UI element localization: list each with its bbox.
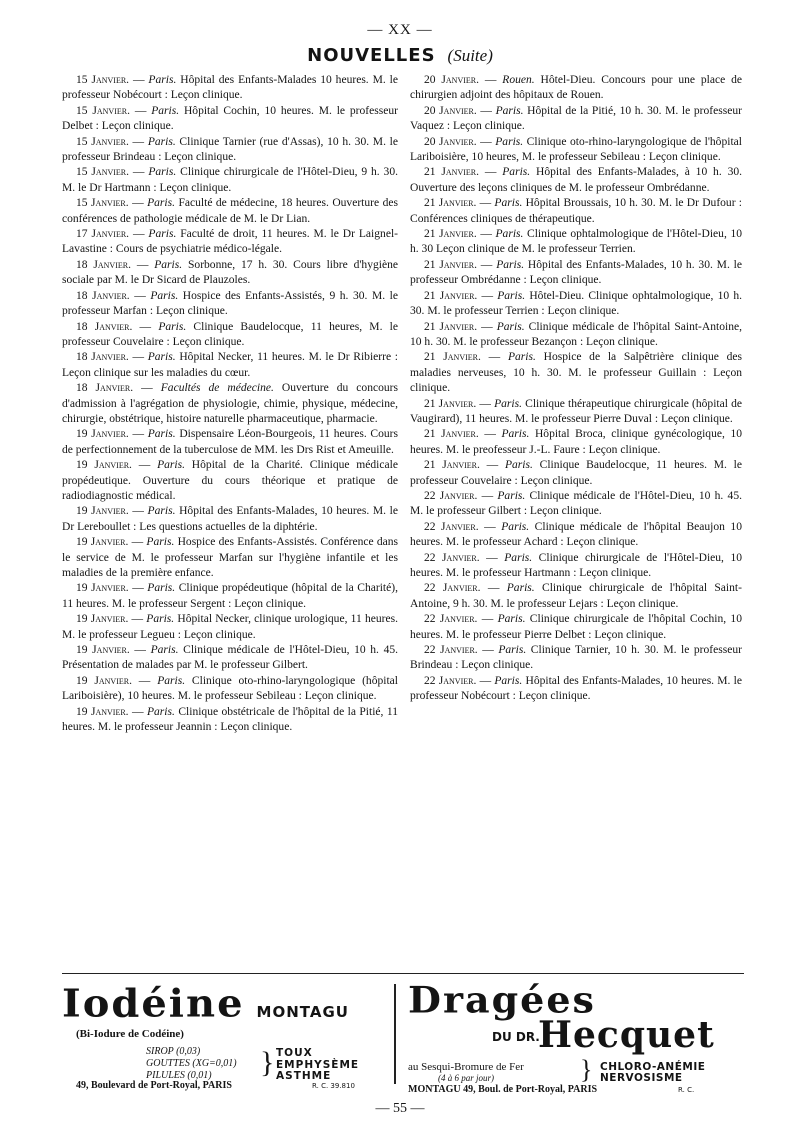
entry-date: 22 Janvier.: [424, 674, 477, 687]
entry-city: Paris.: [157, 459, 186, 472]
entry-date: 22 Janvier.: [424, 582, 481, 595]
dragees-composition: au Sesqui-Bromure de Fer: [408, 1061, 524, 1073]
dragees-indications: [600, 1062, 705, 1084]
entry-city: Paris.: [504, 459, 533, 472]
entry-city: Paris.: [147, 505, 176, 518]
entry-city: Paris.: [158, 320, 187, 333]
entry-date: 15 Janvier.: [76, 197, 129, 210]
entry-date: 21 Janvier.: [424, 397, 477, 410]
news-entry: 22 Janvier. — Paris. Clinique chirurgicale de l'Hôtel-Dieu, 10 heures. M. le professeur Hartmann : Leçon clinique.: [410, 551, 742, 579]
entry-date: 15 Janvier.: [76, 74, 130, 86]
entry-date: 20 Janvier.: [424, 74, 480, 86]
entry-date: 21 Janvier.: [424, 289, 478, 302]
entry-date: 21 Janvier.: [424, 459, 480, 472]
entry-city: Paris.: [494, 197, 523, 210]
entry-city: Paris.: [496, 258, 525, 271]
entry-city: Paris.: [494, 397, 522, 410]
news-entry: 20 Janvier. — Rouen. Hôtel-Dieu. Concours pour une place de chirurgien adjoint des hôpitaux de Rouen.: [410, 74, 742, 102]
news-entry: 19 Janvier. — Paris. Dispensaire Léon-Bourgeois, 11 heures. Cours de perfectionnement de la tuberculose de MM. les Drs Rist et Ameuille.: [62, 428, 398, 456]
news-entry: 19 Janvier. — Paris. Clinique médicale de l'Hôtel-Dieu, 10 h. 45. Présentation de malades par M. le professeur Gilbert.: [62, 644, 398, 672]
news-entry: 15 Janvier. — Paris. Clinique Tarnier (rue d'Assas), 10 h. 30. M. le professeur Brindeau : Leçon clinique.: [62, 135, 398, 164]
brace-glyph: }: [260, 1046, 275, 1079]
news-entry: 17 Janvier. — Paris. Faculté de droit, 11 heures. M. le Dr Laignel-Lavastine : Cours de psychiatrie médico-légale.: [62, 228, 398, 256]
right-column: [410, 73, 742, 705]
iodeine-registry: R. C. 39.810: [312, 1082, 355, 1090]
news-entry: 18 Janvier. — Facultés de médecine. Ouverture du concours d'admission à l'agrégation de physiologie, chimie, physique, médecine, chirurgie, obstétrique, histoire naturelle pharmaceutique, pharmacie.: [62, 382, 398, 425]
news-entry: 19 Janvier. — Paris. Hôpital Necker, clinique urologique, 11 heures. M. le professeur Legueu : Leçon clinique.: [62, 613, 398, 641]
symptom-asthme: ASTHME: [276, 1070, 332, 1082]
news-entry: 21 Janvier. — Paris. Clinique Baudelocque, 11 heures. M. le professeur Couvelaire : Leçon clinique.: [410, 459, 742, 487]
entry-text: Hôpital Broussais, 10 h. 30. M. le Dr Dufour : Conférences cliniques de thérapeutique.: [410, 197, 742, 225]
entry-date: 21 Janvier.: [424, 197, 477, 210]
news-entry: 15 Janvier. — Paris. Clinique chirurgicale de l'Hôtel-Dieu, 9 h. 30. M. le Dr Hartmann : Leçon clinique.: [62, 166, 398, 194]
entry-date: 18 Janvier.: [76, 320, 133, 333]
entry-city: Paris.: [495, 104, 524, 117]
entry-date: 19 Janvier.: [76, 674, 132, 687]
news-entry: 15 Janvier. — Paris. Faculté de médecine, 18 heures. Ouverture des conférences de pathologie médicale de M. le Dr Lian.: [62, 197, 398, 225]
entry-text: Clinique Tarnier, 10 h. 30. M. le professeur Brindeau : Leçon clinique.: [410, 644, 742, 672]
news-entry: 19 Janvier. — Paris. Hôpital de la Charité. Clinique médicale propédeutique. Ouverture du cours théorique et pratique de radiodiagnostic médical.: [62, 459, 398, 502]
entry-city: Facultés de médecine.: [160, 382, 274, 395]
entry-city: Paris.: [498, 644, 527, 657]
formula-sirop: SIROP (0,03): [146, 1046, 201, 1057]
entry-text: Clinique Baudelocque, 11 heures, M. le professeur Couvelaire : Leçon clinique.: [62, 320, 398, 348]
entry-city: Paris.: [154, 258, 183, 271]
page-number: — 55 —: [375, 1101, 425, 1116]
dragees-registry: R. C.: [678, 1086, 695, 1094]
entry-city: Paris.: [506, 582, 535, 595]
entry-city: Paris.: [146, 536, 175, 549]
entry-city: Paris.: [148, 166, 177, 179]
entry-date: 22 Janvier.: [424, 520, 479, 533]
iodeine-ad: [62, 981, 382, 1091]
news-entry: 22 Janvier. — Paris. Clinique chirurgicale de l'hôpital Saint-Antoine, 9 h. 30. M. le professeur Lejars : Leçon clinique.: [410, 582, 742, 610]
entry-text: Clinique Tarnier (rue d'Assas), 10 h. 30. M. le professeur Brindeau : Leçon clinique.: [62, 135, 398, 164]
brace-glyph-right: }: [580, 1055, 593, 1084]
news-entry: 15 Janvier. — Paris. Hôpital des Enfants-Malades 10 heures. M. le professeur Nobécourt : Leçon clinique.: [62, 74, 398, 102]
entry-city: Paris.: [146, 705, 175, 718]
entry-text: Hôpital des Enfants-Malades, 10 h. 30. M. le professeur Ombrédanne : Leçon clinique.: [410, 258, 742, 287]
entry-date: 22 Janvier.: [424, 551, 480, 564]
news-entry: 21 Janvier. — Paris. Hôtel-Dieu. Clinique ophtalmologique, 10 h. 30. M. le professeur Terrien : Leçon clinique.: [410, 289, 742, 318]
entry-date: 19 Janvier.: [76, 613, 129, 626]
entry-text: Clinique médicale de l'hôpital Beaujon 10 heures. M. le professeur Achard : Leçon clinique.: [410, 520, 742, 549]
entry-text: Hôtel-Dieu. Clinique ophtalmologique, 10 h. 30. M. le professeur Terrien : Leçon clinique.: [410, 289, 742, 318]
entry-city: Paris.: [497, 289, 526, 302]
entry-text: Hôpital de la Pitié, 10 h. 30. M. le professeur Vaquez : Leçon clinique.: [410, 104, 742, 133]
entry-city: Paris.: [501, 520, 530, 533]
entry-date: 15 Janvier.: [76, 104, 130, 117]
entry-city: Paris.: [497, 613, 526, 626]
news-entry: 21 Janvier. — Paris. Hôpital Broca, clinique gynécologique, 10 heures. M. le preofesseur J.-L. Faure : Leçon clinique.: [410, 428, 742, 456]
entry-date: 19 Janvier.: [76, 428, 129, 441]
news-entry: 21 Janvier. — Paris. Clinique ophtalmologique de l'Hôtel-Dieu, 10 h. 30 Leçon clinique de M. le professeur Terrien.: [410, 228, 742, 256]
entry-date: 19 Janvier.: [76, 644, 130, 657]
entry-city: Paris.: [147, 582, 176, 595]
entry-text: Hôpital des Enfants-Malades, à 10 h. 30. Ouverture des leçons cliniques de M. le professeur Ombrédanne.: [410, 166, 742, 194]
entry-text: Clinique médicale de l'Hôtel-Dieu, 10 h. 45. Présentation de malades par M. le professeur Gilbert.: [62, 644, 398, 672]
news-entry: 18 Janvier. — Paris. Hospice des Enfants-Assistés, 9 h. 30. M. le professeur Marfan : Leçon clinique.: [62, 289, 398, 318]
entry-text: Clinique Baudelocque, 11 heures. M. le professeur Couvelaire : Leçon clinique.: [410, 459, 742, 487]
entry-date: 19 Janvier.: [76, 705, 129, 718]
dragees-ad: [408, 978, 744, 1095]
entry-text: Clinique chirurgicale de l'hôpital Cochin, 10 heures. M. le professeur Pierre Delbet : Leçon clinique.: [410, 613, 742, 641]
entry-text: Clinique chirurgicale de l'Hôtel-Dieu, 9 h. 30. M. le Dr Hartmann : Leçon clinique.: [62, 166, 398, 194]
news-entry: 18 Janvier. — Paris. Clinique Baudelocque, 11 heures, M. le professeur Couvelaire : Leçon clinique.: [62, 320, 398, 348]
entry-city: Paris.: [494, 674, 523, 687]
entry-date: 17 Janvier.: [76, 228, 130, 241]
news-entry: 21 Janvier. — Paris. Clinique thérapeutique chirurgicale (hôpital de Vaugirard), 11 heures. M. le professeur Pierre Duval : Leçon clinique.: [410, 397, 742, 425]
entry-city: Paris.: [150, 289, 179, 302]
entry-date: 22 Janvier.: [424, 489, 478, 502]
news-entry: 21 Janvier. — Paris. Hôpital des Enfants-Malades, à 10 h. 30. Ouverture des leçons cliniques de M. le professeur Ombrédanne.: [410, 166, 742, 194]
iodeine-maker: MONTAGU: [256, 1003, 349, 1021]
entry-date: 18 Janvier.: [76, 382, 134, 395]
dragees-du-dr: DU DR.: [492, 1030, 540, 1044]
entry-text: Hospice de la Salpêtrière clinique des maladies nerveuses, 10 h. 30. M. le professeur Guillain : Leçon clinique.: [410, 351, 742, 395]
entry-text: Hospice des Enfants-Assistés. Conférence dans le service de M. le professeur Marfan sur l'hygiène infantile et les maladies de la première enfance.: [62, 536, 398, 579]
entry-text: Hôpital des Enfants-Malades, 10 heures. M. le Dr Lereboullet : Les questions actuelles de la diphtérie.: [62, 505, 398, 533]
entry-text: Sorbonne, 17 h. 30. Cours libre d'hygiène sociale par M. le Dr Sicard de Plauzoles.: [62, 258, 398, 287]
entry-date: 15 Janvier.: [76, 166, 130, 179]
entry-text: Dispensaire Léon-Bourgeois, 11 heures. Cours de perfectionnement de la tuberculose de MM. les Drs Rist et Ameuille.: [62, 428, 398, 456]
news-entry: 22 Janvier. — Paris. Clinique Tarnier, 10 h. 30. M. le professeur Brindeau : Leçon clinique.: [410, 644, 742, 672]
entry-text: Clinique oto-rhino-laryngologique (hôpital Lariboisière), 10 heures. M. le professeur Sebileau : Leçon clinique.: [62, 674, 398, 703]
hecquet-brand: Hecquet: [538, 1014, 715, 1056]
entry-text: Ouverture du concours d'admission à l'agrégation de physiologie, chimie, physique, médecine, chirurgie, obstétrique, histoire naturelle pharmaceutique, pharmacie.: [62, 382, 398, 425]
section-title-main: NOUVELLES: [307, 45, 436, 66]
news-entry: 22 Janvier. — Paris. Clinique chirurgicale de l'hôpital Cochin, 10 heures. M. le professeur Pierre Delbet : Leçon clinique.: [410, 613, 742, 641]
entry-date: 21 Janvier.: [424, 351, 481, 364]
entry-date: 20 Janvier.: [424, 104, 477, 117]
entry-date: 18 Janvier.: [76, 289, 130, 302]
entry-text: Hôtel-Dieu. Concours pour une place de chirurgien adjoint des hôpitaux de Rouen.: [410, 74, 742, 102]
entry-city: Paris.: [147, 428, 176, 441]
entry-city: Paris.: [146, 613, 175, 626]
entry-date: 21 Janvier.: [424, 428, 479, 441]
entry-date: 21 Janvier.: [424, 166, 479, 179]
entry-date: 21 Janvier.: [424, 320, 478, 333]
entry-city: Paris.: [151, 104, 180, 117]
section-title-suffix: (Suite): [447, 46, 493, 65]
entry-date: 19 Janvier.: [76, 582, 129, 595]
symptom-emphyseme: EMPHYSÈME: [276, 1058, 360, 1071]
entry-date: 21 Janvier.: [424, 228, 477, 241]
entry-date: 22 Janvier.: [424, 644, 478, 657]
news-entry: 20 Janvier. — Paris. Clinique oto-rhino-laryngologique de l'hôpital Lariboisière, 10 heures, M. le professeur Sebileau : Leçon clinique.: [410, 135, 742, 164]
entry-city: Paris.: [150, 644, 179, 657]
entry-text: Hôpital des Enfants-Malades 10 heures. M. le professeur Nobécourt : Leçon clinique.: [62, 74, 398, 102]
news-entry: 19 Janvier. — Paris. Clinique obstétricale de l'hôpital de la Pitié, 11 heures. M. le professeur Jeannin : Leçon clinique.: [62, 705, 398, 734]
entry-text: Clinique obstétricale de l'hôpital de la Pitié, 11 heures. M. le professeur Jeannin : Leçon clinique.: [62, 705, 398, 734]
news-entry: 19 Janvier. — Paris. Clinique oto-rhino-laryngologique (hôpital Lariboisière), 10 heures. M. le professeur Sebileau : Leçon clinique.: [62, 674, 398, 703]
entry-city: Paris.: [147, 135, 176, 148]
entry-text: Hôpital des Enfants-Malades, 10 heures. M. le professeur Nobécourt : Leçon clinique.: [410, 674, 742, 703]
entry-date: 18 Janvier.: [76, 351, 129, 364]
entry-city: Paris.: [495, 135, 524, 148]
entry-city: Rouen.: [502, 74, 535, 86]
entry-text: Clinique médicale de l'hôpital Saint-Antoine, 10 h. 30. M. le professeur Bezançon : Leçon clinique.: [410, 320, 742, 348]
entry-date: 20 Janvier.: [424, 135, 477, 148]
entry-text: Hôpital de la Charité. Clinique médicale propédeutique. Ouverture du cours théorique et pratique de radiodiagnostic médical.: [62, 459, 398, 502]
running-head: — XX —: [367, 22, 433, 38]
entry-text: Clinique chirurgicale de l'Hôtel-Dieu, 10 heures. M. le professeur Hartmann : Leçon clinique.: [410, 551, 742, 579]
news-entry: 21 Janvier. — Paris. Hôpital Broussais, 10 h. 30. M. le Dr Dufour : Conférences cliniques de thérapeutique.: [410, 197, 742, 225]
entry-text: Clinique oto-rhino-laryngologique de l'hôpital Lariboisière, 10 heures, M. le professeur Sebileau : Leçon clinique.: [410, 135, 742, 164]
news-entry: 18 Janvier. — Paris. Sorbonne, 17 h. 30. Cours libre d'hygiène sociale par M. le Dr Sicard de Plauzoles.: [62, 258, 398, 287]
advertisement-band: [62, 973, 744, 1095]
iodeine-formula: [146, 1046, 237, 1082]
entry-date: 19 Janvier.: [76, 536, 129, 549]
news-entry: 21 Janvier. — Paris. Hospice de la Salpêtrière clinique des maladies nerveuses, 10 h. 30. M. le professeur Guillain : Leçon clinique.: [410, 351, 742, 395]
dragees-address: MONTAGU 49, Boul. de Port-Royal, PARIS: [408, 1084, 598, 1095]
entry-text: Clinique ophtalmologique de l'Hôtel-Dieu, 10 h. 30 Leçon clinique de M. le professeur Terrien.: [410, 228, 742, 256]
entry-text: Hôpital Necker, 11 heures. M. le Dr Ribierre : Leçon clinique sur les maladies du cœur.: [62, 351, 398, 379]
dragees-brand: Dragées: [408, 978, 596, 1021]
news-entry: 19 Janvier. — Paris. Hôpital des Enfants-Malades, 10 heures. M. le Dr Lereboullet : Les questions actuelles de la diphtérie.: [62, 505, 398, 533]
news-entry: 19 Janvier. — Paris. Hospice des Enfants-Assistés. Conférence dans le service de M. le professeur Marfan sur l'hygiène infantile et les maladies de la première enfance.: [62, 536, 398, 579]
entry-city: Paris.: [502, 166, 531, 179]
left-column: [62, 73, 398, 735]
ad-divider: [394, 984, 396, 1084]
entry-city: Paris.: [507, 351, 536, 364]
dragees-dosage: (4 à 6 par jour): [438, 1073, 494, 1083]
entry-text: Hôpital Cochin, 10 heures. M. le professeur Delbet : Leçon clinique.: [62, 104, 398, 133]
news-entry: 22 Janvier. — Paris. Clinique médicale de l'hôpital Beaujon 10 heures. M. le professeur Achard : Leçon clinique.: [410, 520, 742, 549]
entry-city: Paris.: [147, 351, 176, 364]
entry-city: Paris.: [496, 320, 525, 333]
news-entry: 22 Janvier. — Paris. Hôpital des Enfants-Malades, 10 heures. M. le professeur Nobécourt : Leçon clinique.: [410, 674, 742, 703]
entry-date: 19 Janvier.: [76, 505, 129, 518]
news-entry: 22 Janvier. — Paris. Clinique médicale de l'Hôtel-Dieu, 10 h. 45. M. le professeur Gilbert : Leçon clinique.: [410, 489, 742, 518]
news-entry: 15 Janvier. — Paris. Hôpital Cochin, 10 heures. M. le professeur Delbet : Leçon clinique.: [62, 104, 398, 133]
news-entry: 20 Janvier. — Paris. Hôpital de la Pitié, 10 h. 30. M. le professeur Vaquez : Leçon clinique.: [410, 104, 742, 133]
iodeine-subtitle: (Bi-Iodure de Codéine): [76, 1028, 184, 1040]
entry-date: 22 Janvier.: [424, 613, 478, 626]
entry-text: Faculté de droit, 11 heures. M. le Dr Laignel-Lavastine : Cours de psychiatrie médico-légale.: [62, 228, 398, 256]
entry-city: Paris.: [148, 228, 177, 241]
news-entry: 21 Janvier. — Paris. Hôpital des Enfants-Malades, 10 h. 30. M. le professeur Ombrédanne : Leçon clinique.: [410, 258, 742, 287]
entry-text: Clinique thérapeutique chirurgicale (hôpital de Vaugirard), 11 heures. M. le professeur Pierre Duval : Leçon clinique.: [410, 397, 742, 425]
entry-city: Paris.: [497, 489, 526, 502]
entry-date: 21 Janvier.: [424, 258, 477, 271]
entry-city: Paris.: [147, 197, 175, 210]
entry-text: Clinique propédeutique (hôpital de la Charité), 11 heures. M. le professeur Sergent : Leçon clinique.: [62, 582, 398, 610]
news-entry: 21 Janvier. — Paris. Clinique médicale de l'hôpital Saint-Antoine, 10 h. 30. M. le professeur Bezançon : Leçon clinique.: [410, 320, 742, 348]
indication-nervosisme: NERVOSISME: [600, 1072, 683, 1084]
symptom-toux: TOUX: [276, 1047, 313, 1059]
entry-city: Paris.: [504, 551, 533, 564]
formula-pilules: PILULES (0,01): [146, 1070, 212, 1081]
entry-text: Faculté de médecine, 18 heures. Ouverture des conférences de pathologie médicale de M. le Dr Lian.: [62, 197, 398, 225]
entry-date: 19 Janvier.: [76, 459, 132, 472]
indication-chloro-anemie: CHLORO-ANÉMIE: [600, 1061, 706, 1073]
entry-text: Clinique chirurgicale de l'hôpital Saint-Antoine, 9 h. 30. M. le professeur Lejars : Leçon clinique.: [410, 582, 742, 610]
iodeine-brand: Iodéine: [62, 981, 245, 1026]
news-entry: 18 Janvier. — Paris. Hôpital Necker, 11 heures. M. le Dr Ribierre : Leçon clinique sur les maladies du cœur.: [62, 351, 398, 379]
entry-city: Paris.: [157, 674, 186, 687]
entry-text: Hôpital Broca, clinique gynécologique, 10 heures. M. le preofesseur J.-L. Faure : Leçon clinique.: [410, 428, 742, 456]
entry-text: Clinique médicale de l'Hôtel-Dieu, 10 h. 45. M. le professeur Gilbert : Leçon clinique.: [410, 489, 742, 518]
section-title: [0, 45, 800, 66]
entry-text: Hôpital Necker, clinique urologique, 11 heures. M. le professeur Legueu : Leçon clinique.: [62, 613, 398, 641]
entry-date: 18 Janvier.: [76, 258, 131, 271]
entry-text: Hospice des Enfants-Assistés, 9 h. 30. M. le professeur Marfan : Leçon clinique.: [62, 289, 398, 318]
formula-gouttes: GOUTTES (XG=0,01): [146, 1058, 237, 1069]
iodeine-address: 49, Boulevard de Port-Royal, PARIS: [76, 1080, 232, 1091]
entry-date: 15 Janvier.: [76, 135, 129, 148]
iodeine-symptoms: [276, 1048, 359, 1083]
news-entry: 19 Janvier. — Paris. Clinique propédeutique (hôpital de la Charité), 11 heures. M. le professeur Sergent : Leçon clinique.: [62, 582, 398, 610]
entry-city: Paris.: [501, 428, 530, 441]
entry-city: Paris.: [148, 74, 177, 86]
entry-city: Paris.: [495, 228, 524, 241]
